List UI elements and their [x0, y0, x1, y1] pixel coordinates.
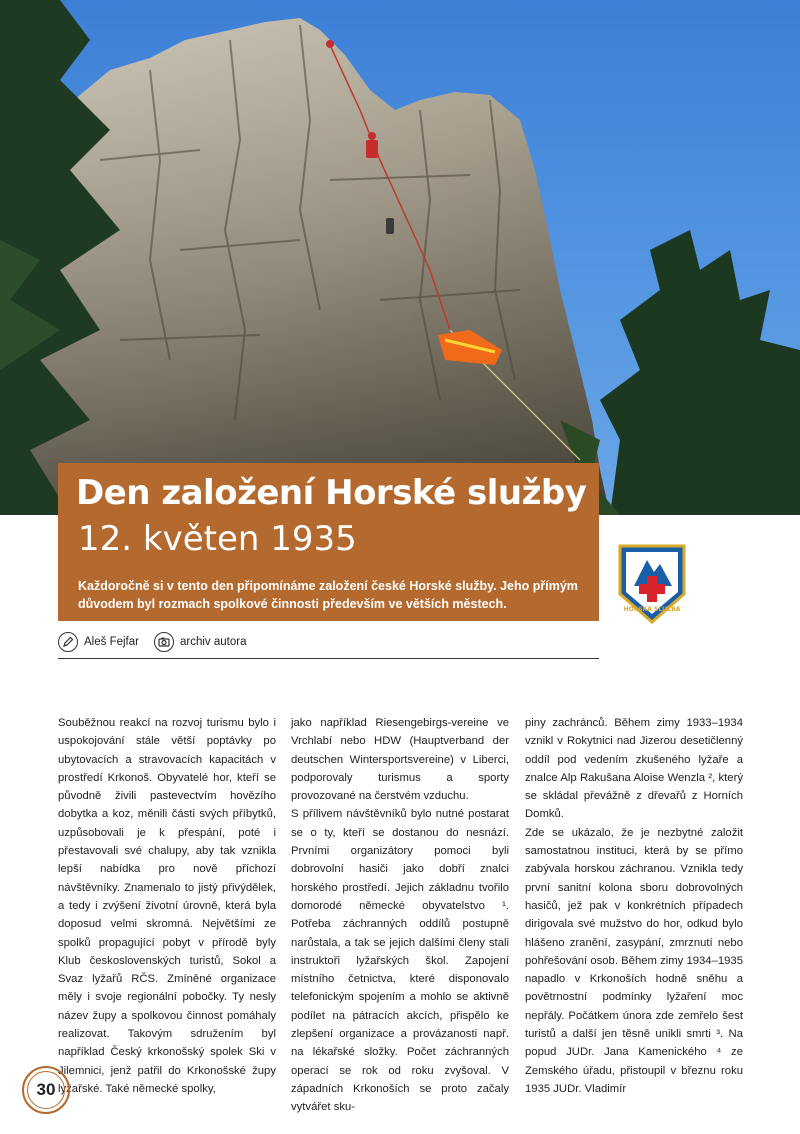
body-column-1: [58, 714, 276, 1098]
page-number-badge: [22, 1066, 70, 1114]
author-name: Aleš Fejfar: [84, 636, 139, 648]
horska-sluzba-logo: [614, 542, 690, 626]
article-lead: Každoročně si v tento den připomínáme založení české Horské služby. Jeho přímým důvodem byl rozmach spolkové činnosti především ve větších městech.: [78, 579, 578, 611]
credits-divider: [58, 658, 599, 659]
rock-climbing-rescue-illustration: [0, 0, 800, 515]
body-column-3: [525, 714, 743, 1098]
body-column-2: [291, 714, 509, 1117]
paragraph: jako například Riesengebirgs-vereine ve Vrchlabí nebo HDW (Hauptverband der deutschen Wintersportsvereine) v Liberci, podporovaly turismus a sporty provozované na čerstvém vzduchu.: [291, 717, 509, 803]
paragraph: Souběžnou reakcí na rozvoj turismu bylo i uspokojování stále větší poptávky po ubytovacích a stravovacích kapacitách v prostředí Krkonoš. Obyvatelé hor, kteří se původně živili pastevectvím hovězího dobytka a koz, měnili části svých příbytků, uzpůsobovali je k přespání, poté i přestavovali své chalupy, aby tak vznikla lepší nabídka pro nově příchozí návštěvníky. Znamenalo to jistý přivýdělek, a tedy i zvýšení životní úrovně, která byla doposud velmi skromná. Největšími ze spolků propagující pobyt v přírodě byly Klub československých turistů, Sokol a Svaz lyžařů RČS. Zmíněné organizace měly i svoje regionální pobočky. Ty nesly název župy a spolkovou činnost pomáhaly realizovat. Takovým sdružením byl například Český krkonošský spolek Ski v Jilemnici, jenž patřil do Krkonošské župy lyžařské. Také německé spolky,: [58, 717, 276, 1095]
paragraph: Zde se ukázalo, že je nezbytné založit samostatnou instituci, která by se přímo zabývala horskou záchranou. Vznikla tedy první sanitní kolona sboru dobrovolných hasičů, jež pak v konkrétních případech dirigovala své mužstvo do hor, odkud bylo hlášeno zranění, zasypání, zmrznutí nebo pohřešování osob. Během zimy 1934–1935 napadlo v Krkonoších hodně sněhu a povětrnostní podmínky lyžaření moc nepřály. Počátkem února zde zemřelo šest turistů a další jen těsně unikli smrti ³. Na popud JUDr. Jana Kamenického ⁴ ze Zemského úřadu, přistoupil v březnu roku 1935 JUDr. Vladimír: [525, 826, 743, 1095]
logo-text: HORSKÁ SLUŽBA: [623, 606, 681, 613]
photo-credit: [154, 632, 246, 652]
title-banner: [58, 463, 599, 621]
pen-icon: [58, 632, 78, 652]
article-date: 12. květen 1935: [78, 519, 357, 559]
paragraph: piny zachránců. Během zimy 1933–1934 vznikl v Rokytnici nad Jizerou desetičlenný oddíl pod vedením zkušeného lyžaře a znalce Alp Rakušana Aloise Wenzla ², který se skládal převážně z dřevařů z Horních Domků.: [525, 717, 743, 821]
paragraph: S přílivem návštěvníků bylo nutné postarat se o ty, kteří se dostanou do nesnází. Prvními organizátory pomoci byli dobrovolní hasiči jako dobří znalci horského prostředí. Jejich základnu tvořilo domorodé německé obyvatelstvo ¹. Potřeba záchranných oddílů postupně narůstala, a tak se jejich dalšími členy stali instruktoři lyžařských škol. Zapojení místního četnictva, které disponovalo telefonickým spojením a mohlo se aktivně podílet na pátracích akcích, přispělo ke zlepšení organizace a provázanosti např. na lékařské složky. Počet záchranných operací se rok od roku zvyšoval. V západních Krkonoších se proto začaly vytvářet sku-: [291, 808, 509, 1114]
photo-source: archiv autora: [180, 636, 247, 648]
page-number: 30: [36, 1080, 56, 1099]
article-title: Den založení Horské služby: [76, 473, 587, 513]
author-credit: [58, 632, 139, 652]
hero-photo: [0, 0, 800, 515]
camera-icon: [154, 632, 174, 652]
